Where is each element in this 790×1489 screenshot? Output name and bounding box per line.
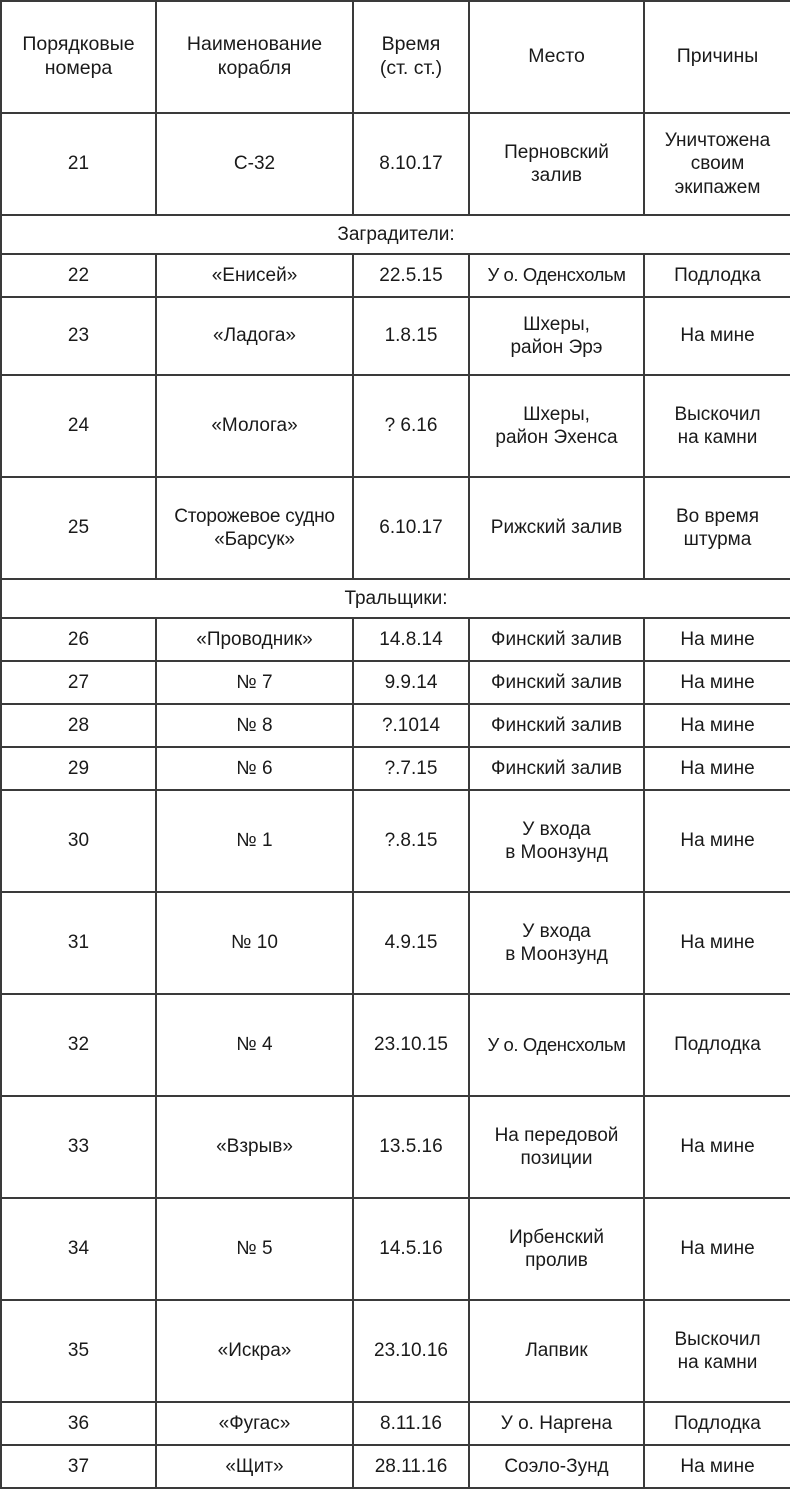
table-row: [1, 1198, 790, 1300]
cell-line: На мине: [680, 1238, 755, 1260]
cell-line: У входа: [522, 920, 591, 942]
cell-line: Выскочил: [674, 403, 761, 425]
cell-ship-name: С-32: [156, 113, 353, 215]
column-header-place: [469, 1, 644, 113]
table-body: [1, 113, 790, 1488]
cell-line: Порядковые: [22, 33, 135, 56]
table-row: [1, 375, 790, 477]
table-row: [1, 1300, 790, 1402]
cell-line: На мине: [680, 714, 755, 736]
cell-line: Во время: [675, 505, 760, 527]
cell-order-no: 37: [1, 1445, 156, 1488]
cell-time: ?.1014: [353, 704, 469, 747]
cell-cause: [644, 661, 790, 704]
cell-line: Подлодка: [674, 1034, 761, 1056]
cell-place: [469, 297, 644, 375]
cell-order-no: 31: [1, 892, 156, 994]
cell-cause: [644, 1198, 790, 1300]
cell-time: 14.5.16: [353, 1198, 469, 1300]
cell-time: 8.10.17: [353, 113, 469, 215]
cell-place: [469, 375, 644, 477]
cell-ship-name: «Взрыв»: [156, 1096, 353, 1198]
cell-time: 23.10.16: [353, 1300, 469, 1402]
cell-time: 6.10.17: [353, 477, 469, 579]
cell-place: [469, 254, 644, 297]
cell-place: [469, 892, 644, 994]
cell-place: [469, 994, 644, 1096]
cell-ship-name: «Щит»: [156, 1445, 353, 1488]
cell-line: корабля: [217, 57, 292, 79]
table-row: [1, 994, 790, 1096]
cell-cause: [644, 254, 790, 297]
cell-line: Ирбенский: [509, 1226, 604, 1248]
cell-order-no: 33: [1, 1096, 156, 1198]
cell-line: Подлодка: [674, 264, 761, 286]
column-header-cause: [644, 1, 790, 113]
cell-line: У входа: [522, 818, 591, 840]
table-row: [1, 704, 790, 747]
cell-line: позиции: [520, 1148, 593, 1169]
cell-line: номера: [44, 57, 113, 79]
cell-time: 1.8.15: [353, 297, 469, 375]
cell-place: [469, 661, 644, 704]
cell-place: [469, 704, 644, 747]
cell-line: Подлодка: [674, 1412, 761, 1434]
cell-ship-name: № 6: [156, 747, 353, 790]
cell-line: Сторожевое судно: [174, 505, 335, 527]
section-header-label: Тральщики:: [1, 579, 790, 618]
cell-order-no: 36: [1, 1402, 156, 1445]
cell-order-no: 32: [1, 994, 156, 1096]
table-row: [1, 113, 790, 215]
cell-ship-name: [156, 477, 353, 579]
cell-order-no: 25: [1, 477, 156, 579]
section-header-label: Заградители:: [1, 215, 790, 254]
cell-ship-name: № 4: [156, 994, 353, 1096]
cell-line: На мине: [680, 757, 755, 779]
table-row: [1, 254, 790, 297]
cell-line: штурма: [683, 529, 752, 550]
cell-place: [469, 747, 644, 790]
cell-line: Выскочил: [674, 1328, 761, 1350]
cell-line: район Эрэ: [510, 337, 603, 358]
cell-time: 13.5.16: [353, 1096, 469, 1198]
table-row: [1, 618, 790, 661]
cell-line: На мине: [680, 830, 755, 852]
cell-order-no: 29: [1, 747, 156, 790]
section-header-row: [1, 215, 790, 254]
cell-line: На мине: [680, 1136, 755, 1158]
column-header-order_no: [1, 1, 156, 113]
cell-line: На мине: [680, 671, 755, 693]
cell-line: Время: [381, 33, 441, 56]
cell-line: На передовой: [494, 1124, 619, 1146]
cell-time: 14.8.14: [353, 618, 469, 661]
cell-line: в Моонзунд: [505, 842, 608, 863]
cell-order-no: 28: [1, 704, 156, 747]
header-row: [1, 1, 790, 113]
cell-time: 22.5.15: [353, 254, 469, 297]
cell-place: [469, 1445, 644, 1488]
table-row: [1, 790, 790, 892]
cell-order-no: 34: [1, 1198, 156, 1300]
cell-line: в Моонзунд: [505, 944, 608, 965]
column-header-time: [353, 1, 469, 113]
cell-place: [469, 1300, 644, 1402]
cell-line: Шхеры,: [523, 313, 590, 335]
cell-line: На мине: [680, 628, 755, 650]
cell-line: Финский залив: [491, 714, 622, 736]
table-row: [1, 892, 790, 994]
cell-line: на камни: [677, 1352, 758, 1373]
cell-cause: [644, 477, 790, 579]
cell-ship-name: № 5: [156, 1198, 353, 1300]
cell-place: [469, 477, 644, 579]
column-header-ship_name: [156, 1, 353, 113]
cell-line: (ст. ст.): [379, 57, 443, 79]
table-header: [1, 1, 790, 113]
cell-time: 23.10.15: [353, 994, 469, 1096]
cell-line: «Барсук»: [214, 529, 295, 550]
section-header-row: [1, 579, 790, 618]
cell-place: [469, 1402, 644, 1445]
cell-line: на камни: [677, 427, 758, 448]
cell-line: своим: [690, 153, 745, 175]
cell-order-no: 27: [1, 661, 156, 704]
cell-cause: [644, 747, 790, 790]
cell-line: Шхеры,: [523, 403, 590, 425]
cell-cause: [644, 1096, 790, 1198]
cell-ship-name: № 8: [156, 704, 353, 747]
cell-cause: [644, 1300, 790, 1402]
table-row: [1, 747, 790, 790]
cell-ship-name: «Ладога»: [156, 297, 353, 375]
cell-line: район Эхенса: [495, 427, 618, 448]
cell-line: У о. Наргена: [500, 1412, 613, 1434]
cell-time: ?.7.15: [353, 747, 469, 790]
cell-order-no: 23: [1, 297, 156, 375]
cell-order-no: 22: [1, 254, 156, 297]
cell-order-no: 30: [1, 790, 156, 892]
cell-ship-name: № 7: [156, 661, 353, 704]
cell-ship-name: № 10: [156, 892, 353, 994]
cell-cause: [644, 892, 790, 994]
cell-time: 9.9.14: [353, 661, 469, 704]
cell-line: Место: [528, 45, 585, 68]
cell-cause: [644, 375, 790, 477]
table-row: [1, 297, 790, 375]
cell-order-no: 24: [1, 375, 156, 477]
cell-order-no: 26: [1, 618, 156, 661]
cell-time: ? 6.16: [353, 375, 469, 477]
cell-time: 4.9.15: [353, 892, 469, 994]
table-row: [1, 1096, 790, 1198]
cell-line: экипажем: [674, 176, 761, 198]
cell-place: [469, 113, 644, 215]
cell-cause: [644, 790, 790, 892]
cell-line: Перновский: [504, 141, 609, 163]
cell-order-no: 21: [1, 113, 156, 215]
cell-place: [469, 790, 644, 892]
cell-time: ?.8.15: [353, 790, 469, 892]
cell-cause: [644, 113, 790, 215]
cell-line: На мине: [680, 325, 755, 347]
cell-ship-name: «Проводник»: [156, 618, 353, 661]
cell-line: Финский залив: [491, 671, 622, 693]
cell-line: На мине: [680, 1455, 755, 1477]
cell-ship-name: «Искра»: [156, 1300, 353, 1402]
cell-cause: [644, 618, 790, 661]
cell-cause: [644, 1402, 790, 1445]
cell-line: Финский залив: [491, 628, 622, 650]
table-row: [1, 477, 790, 579]
table-row: [1, 661, 790, 704]
cell-line: Лапвик: [525, 1340, 588, 1362]
cell-ship-name: «Фугас»: [156, 1402, 353, 1445]
table-row: [1, 1445, 790, 1488]
cell-line: Рижский залив: [490, 517, 623, 539]
cell-cause: [644, 704, 790, 747]
cell-line: Наименование: [186, 33, 323, 56]
cell-time: 28.11.16: [353, 1445, 469, 1488]
cell-line: Финский залив: [491, 757, 622, 779]
cell-cause: [644, 1445, 790, 1488]
cell-line: Причины: [676, 45, 759, 68]
cell-place: [469, 618, 644, 661]
cell-ship-name: № 1: [156, 790, 353, 892]
cell-line: Уничтожена: [664, 130, 771, 152]
cell-order-no: 35: [1, 1300, 156, 1402]
cell-line: залив: [530, 165, 583, 186]
cell-line: Соэло-Зунд: [504, 1455, 609, 1477]
cell-line: пролив: [525, 1250, 588, 1271]
cell-cause: [644, 297, 790, 375]
cell-ship-name: «Молога»: [156, 375, 353, 477]
cell-line: На мине: [680, 932, 755, 954]
cell-place: [469, 1096, 644, 1198]
cell-line: У о. Оденсхольм: [487, 1033, 626, 1055]
cell-line: У о. Оденсхольм: [487, 264, 626, 286]
cell-place: [469, 1198, 644, 1300]
table-row: [1, 1402, 790, 1445]
cell-cause: [644, 994, 790, 1096]
cell-ship-name: «Енисей»: [156, 254, 353, 297]
cell-time: 8.11.16: [353, 1402, 469, 1445]
